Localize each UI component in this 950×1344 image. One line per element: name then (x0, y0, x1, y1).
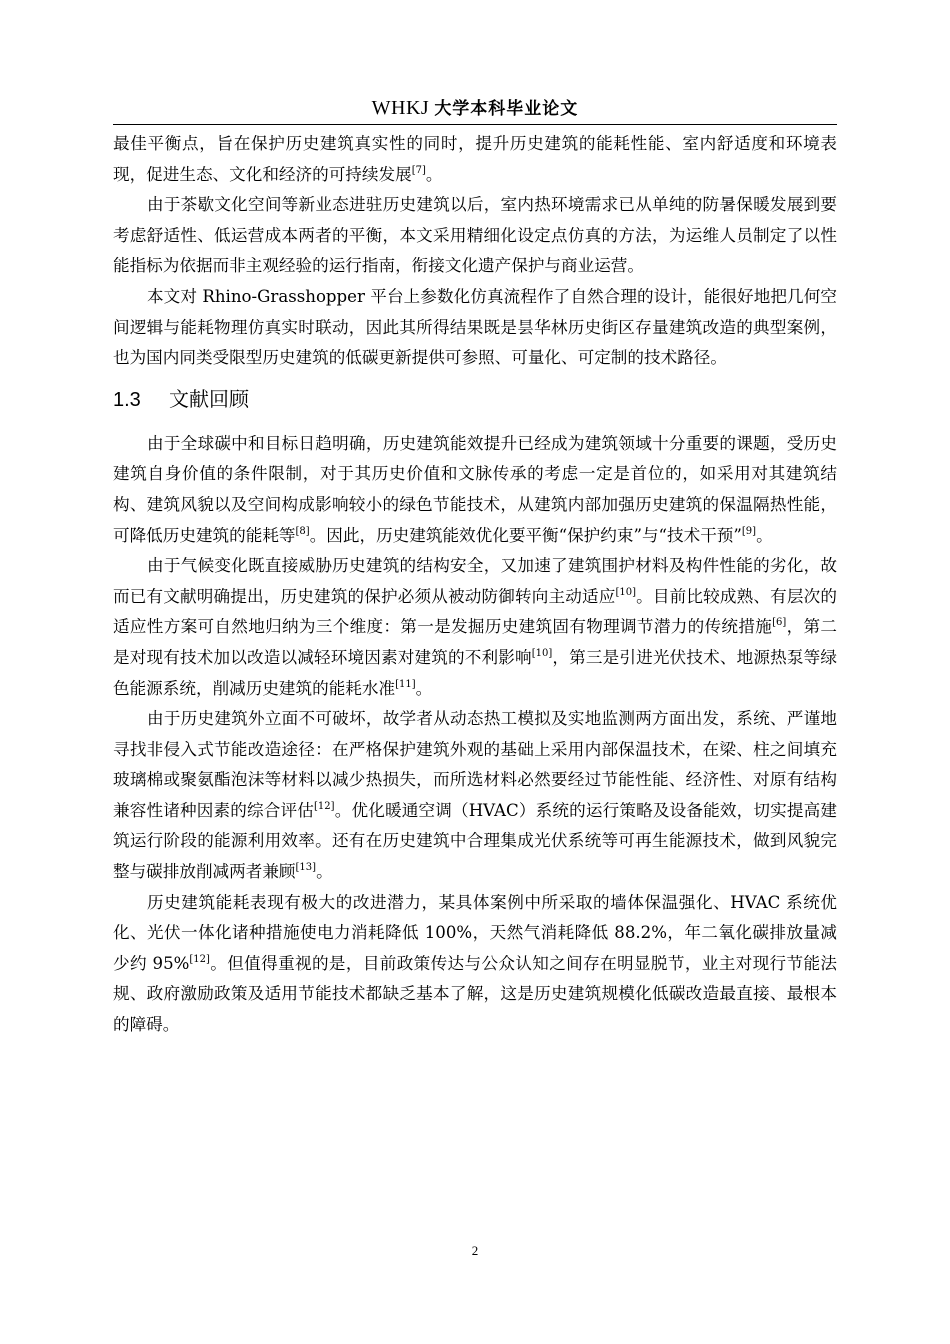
paragraph-text: 由于气候变化既直接威胁历史建筑的结构安全，又加速了建筑围护材料及构件性能的劣化，故而已有文献明确提出，历史建筑的保护必须从被动防御转向主动适应 (113, 556, 837, 606)
citation-marker: [9] (741, 525, 757, 537)
page-body (113, 129, 837, 1041)
citation-marker: [10] (615, 586, 637, 598)
running-header (113, 94, 837, 125)
paragraph-text: 。 (425, 164, 443, 184)
body-paragraph (113, 704, 837, 888)
intro-paragraphs (113, 129, 837, 374)
paragraph-text: 最佳平衡点，旨在保护历史建筑真实性的同时，提升历史建筑的能耗性能、室内舒适度和环境表现，促进生态、文化和经济的可持续发展 (113, 134, 837, 184)
citation-marker: [11] (395, 678, 416, 690)
citation-marker: [13] (295, 862, 317, 874)
literature-paragraphs (113, 429, 837, 1041)
section-heading (113, 384, 837, 415)
citation-marker: [10] (531, 647, 553, 659)
body-paragraph (113, 429, 837, 551)
paragraph-text: 本文对 Rhino-Grasshopper 平台上参数化仿真流程作了自然合理的设计，能很好地把几何空间逻辑与能耗物理仿真实时联动，因此其所得结果既是昙华林历史街区存量建筑改造的典型案例，也为国内同类受限型历史建筑的低碳更新提供可参照、可量化、可定制的技术路径。 (113, 286, 837, 368)
paragraph-text: 历史建筑能耗表现有极大的改进潜力，某具体案例中所采取的墙体保温强化、HVAC 系统优化、光伏一体化诸种措施使电力消耗降低 100%，天然气消耗降低 88.2%，年二氧化碳排放量减少约 95% (113, 892, 837, 973)
section-title: 文献回顾 (169, 386, 249, 411)
body-paragraph (113, 551, 837, 704)
header-chinese: 大学本科毕业论文 (434, 99, 579, 119)
paragraph-text: 由于茶歇文化空间等新业态进驻历史建筑以后，室内热环境需求已从单纯的防暑保暖发展到要考虑舒适性、低运营成本两者的平衡，本文采用精细化设定点仿真的方法，为运维人员制定了以性能指标为依据而非主观经验的运行指南，衔接文化遗产保护与商业运营。 (113, 195, 837, 276)
paragraph-text: 。目前比较成熟、有层次的适应性方案可自然地归纳为三个维度：第一是发掘历史建筑固有物理调节潜力的传统措施 (113, 586, 838, 637)
paragraph-text: 由于历史建筑外立面不可破坏，故学者从动态热工模拟及实地监测两方面出发，系统、严谨地寻找非侵入式节能改造途径：在严格保护建筑外观的基础上采用内部保温技术，在梁、柱之间填充玻璃棉或聚氨酯泡沫等材料以减少热损失，而所选材料必然要经过节能性能、经济性、对原有结构兼容性诸种因素的综合评估 (113, 709, 837, 820)
paragraph-text: 。 (316, 862, 333, 882)
header-latin: WHKJ (371, 97, 430, 119)
section-number: 1.3 (113, 388, 141, 411)
paragraph-text: 。优化暖通空调（HVAC）系统的运行策略及设备能效，切实提高建筑运行阶段的能源利用效率。还有在历史建筑中合理集成光伏系统等可再生能源技术，做到风貌完整与碳排放削减两者兼顾 (113, 800, 837, 882)
citation-marker: [12] (314, 800, 335, 812)
body-paragraph (113, 129, 837, 190)
citation-marker: [12] (189, 953, 210, 965)
paragraph-text: 。 (415, 678, 433, 698)
citation-marker: [7] (411, 164, 426, 176)
paragraph-text: 由于全球碳中和目标日趋明确，历史建筑能效提升已经成为建筑领域十分重要的课题，受历史建筑自身价值的条件限制，对于其历史价值和文脉传承的考虑一定是首位的，如采用对其建筑结构、建筑风貌以及空间构成影响较小的绿色节能技术，从建筑内部加强历史建筑的保温隔热性能，可降低历史建筑的能耗等 (113, 433, 837, 545)
page-number: 2 (471, 1243, 479, 1258)
paragraph-text: 。 (756, 525, 773, 545)
paragraph-text: ，第二是对现有技术加以改造以减轻环境因素对建筑的不利影响 (113, 617, 837, 667)
paragraph-text: 。但值得重视的是，目前政策传达与公众认知之间存在明显脱节，业主对现行节能法规、政府激励政策及适用节能技术都缺乏基本了解，这是历史建筑规模化低碳改造最直接、最根本的障碍。 (113, 953, 837, 1035)
paragraph-text: 。因此，历史建筑能效优化要平衡“保护约束”与“技术干预” (309, 525, 742, 545)
body-paragraph (113, 190, 837, 282)
citation-marker: [8] (295, 525, 310, 537)
body-paragraph (113, 282, 837, 374)
paragraph-text: ，第三是引进光伏技术、地源热泵等绿色能源系统，削减历史建筑的能耗水准 (113, 647, 838, 698)
body-paragraph (113, 888, 837, 1041)
citation-marker: [6] (772, 617, 787, 629)
